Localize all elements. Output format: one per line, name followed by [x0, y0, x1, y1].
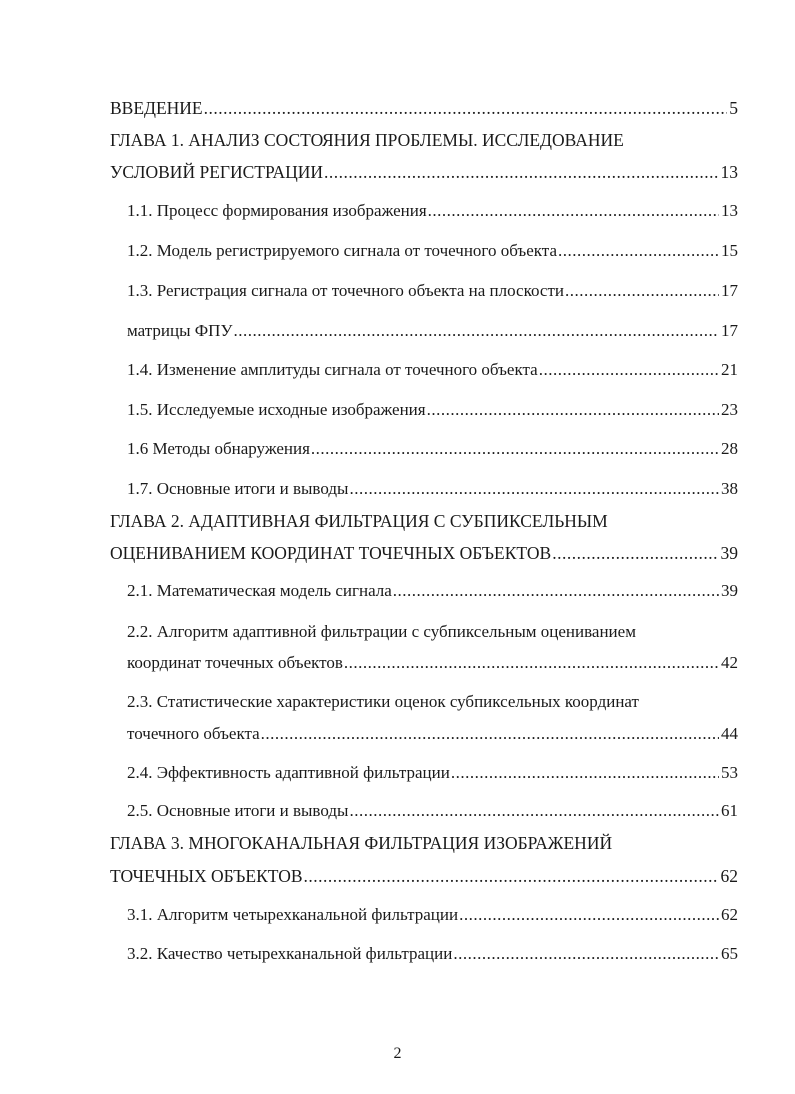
toc-entry-page: 13 [720, 162, 738, 182]
toc-entry-title: 1.3. Регистрация сигнала от точечного объекта на плоскости [127, 281, 564, 300]
toc-entry-page: 38 [721, 479, 738, 498]
toc-leader-dots [451, 760, 719, 786]
toc-entry-title: 2.5. Основные итоги и выводы [127, 801, 349, 820]
toc-entry-title: 2.4. Эффективность адаптивной фильтрации [127, 763, 450, 782]
toc-entry-page: 39 [721, 581, 738, 600]
toc-entry-page: 13 [721, 201, 738, 220]
toc-entry-page: 53 [721, 763, 738, 782]
toc-section-2-3-title-line1[interactable]: 2.3. Статистические характеристики оценок субпиксельных координат [127, 692, 639, 711]
toc-leader-dots [349, 798, 719, 824]
toc-leader-dots [234, 318, 720, 344]
toc-entry-page: 42 [721, 653, 738, 672]
toc-entry-title: матрицы ФПУ [127, 321, 233, 340]
toc-entry-page: 5 [729, 98, 738, 118]
toc-entry-title: 2.1. Математическая модель сигнала [127, 581, 392, 600]
toc-entry-title: ВВЕДЕНИЕ [110, 98, 203, 118]
toc-section-2-4[interactable] [0, 760, 738, 786]
toc-entry-introduction[interactable] [0, 95, 738, 121]
toc-chapter-3[interactable] [0, 863, 738, 889]
toc-chapter-1-title-line1[interactable]: ГЛАВА 1. АНАЛИЗ СОСТОЯНИЯ ПРОБЛЕМЫ. ИССЛЕДОВАНИЕ [110, 130, 624, 150]
toc-entry-title: ТОЧЕЧНЫХ ОБЪЕКТОВ [110, 866, 303, 886]
toc-entry-title: 1.2. Модель регистрируемого сигнала от точечного объекта [127, 241, 557, 260]
toc-entry-page: 21 [721, 360, 738, 379]
toc-entry-page: 65 [721, 944, 738, 963]
toc-entry-page: 28 [721, 439, 738, 458]
toc-entry-title: ОЦЕНИВАНИЕМ КООРДИНАТ ТОЧЕЧНЫХ ОБЪЕКТОВ [110, 543, 552, 563]
toc-leader-dots [539, 357, 719, 383]
toc-entry-title: 1.7. Основные итоги и выводы [127, 479, 349, 498]
toc-entry-page: 17 [721, 281, 738, 300]
toc-leader-dots [261, 721, 719, 747]
toc-leader-dots [393, 578, 719, 604]
toc-section-2-2-title-line1[interactable]: 2.2. Алгоритм адаптивной фильтрации с субпиксельным оцениванием [127, 622, 636, 641]
toc-leader-dots [344, 650, 719, 676]
toc-entry-title: 1.4. Изменение амплитуды сигнала от точечного объекта [127, 360, 538, 379]
toc-leader-dots [427, 397, 719, 423]
toc-entry-page: 44 [721, 724, 738, 743]
toc-entry-title: 3.1. Алгоритм четырехканальной фильтрации [127, 905, 459, 924]
toc-section-2-5[interactable] [0, 798, 738, 824]
toc-leader-dots [311, 436, 719, 462]
toc-section-3-1[interactable] [0, 902, 738, 928]
toc-leader-dots [304, 863, 719, 889]
toc-section-2-1[interactable] [0, 578, 738, 604]
toc-section-1-1[interactable] [0, 198, 738, 224]
toc-leader-dots [204, 95, 728, 121]
toc-entry-page: 39 [720, 543, 738, 563]
toc-chapter-2-title-line1[interactable]: ГЛАВА 2. АДАПТИВНАЯ ФИЛЬТРАЦИЯ С СУБПИКСЕЛЬНЫМ [110, 511, 608, 531]
toc-section-1-2[interactable] [0, 238, 738, 264]
toc-section-1-6[interactable] [0, 436, 738, 462]
toc-entry-title: точечного объекта [127, 724, 260, 743]
toc-leader-dots [565, 278, 719, 304]
page-number: 2 [393, 1045, 402, 1062]
toc-entry-title: 1.5. Исследуемые исходные изображения [127, 400, 426, 419]
toc-section-3-2[interactable] [0, 941, 738, 967]
toc-leader-dots [428, 198, 719, 224]
toc-leader-dots [558, 238, 719, 264]
toc-entry-page: 62 [721, 905, 738, 924]
toc-section-2-2[interactable] [0, 650, 738, 676]
toc-entry-title: 1.6 Методы обнаружения [127, 439, 310, 458]
toc-entry-title: УСЛОВИЙ РЕГИСТРАЦИИ [110, 162, 324, 182]
toc-leader-dots [324, 159, 718, 185]
toc-section-1-7[interactable] [0, 476, 738, 502]
toc-entry-page: 62 [720, 866, 738, 886]
toc-section-1-4[interactable] [0, 357, 738, 383]
toc-leader-dots [459, 902, 719, 928]
toc-chapter-3-title-line1[interactable]: ГЛАВА 3. МНОГОКАНАЛЬНАЯ ФИЛЬТРАЦИЯ ИЗОБРАЖЕНИЙ [110, 833, 613, 853]
toc-entry-page: 23 [721, 400, 738, 419]
toc-section-1-3[interactable] [0, 278, 738, 304]
toc-leader-dots [349, 476, 719, 502]
toc-section-2-3[interactable] [0, 721, 738, 747]
toc-chapter-2[interactable] [0, 540, 738, 566]
toc-entry-page: 15 [721, 241, 738, 260]
toc-leader-dots [453, 941, 719, 967]
toc-section-1-3-continued[interactable] [0, 318, 738, 344]
toc-chapter-1[interactable] [0, 159, 738, 185]
toc-section-1-5[interactable] [0, 397, 738, 423]
toc-entry-title: 3.2. Качество четырехканальной фильтрации [127, 944, 453, 963]
toc-entry-page: 17 [721, 321, 738, 340]
toc-entry-title: 1.1. Процесс формирования изображения [127, 201, 427, 220]
toc-entry-title: координат точечных объектов [127, 653, 343, 672]
toc-leader-dots [552, 540, 718, 566]
toc-entry-page: 61 [721, 801, 738, 820]
